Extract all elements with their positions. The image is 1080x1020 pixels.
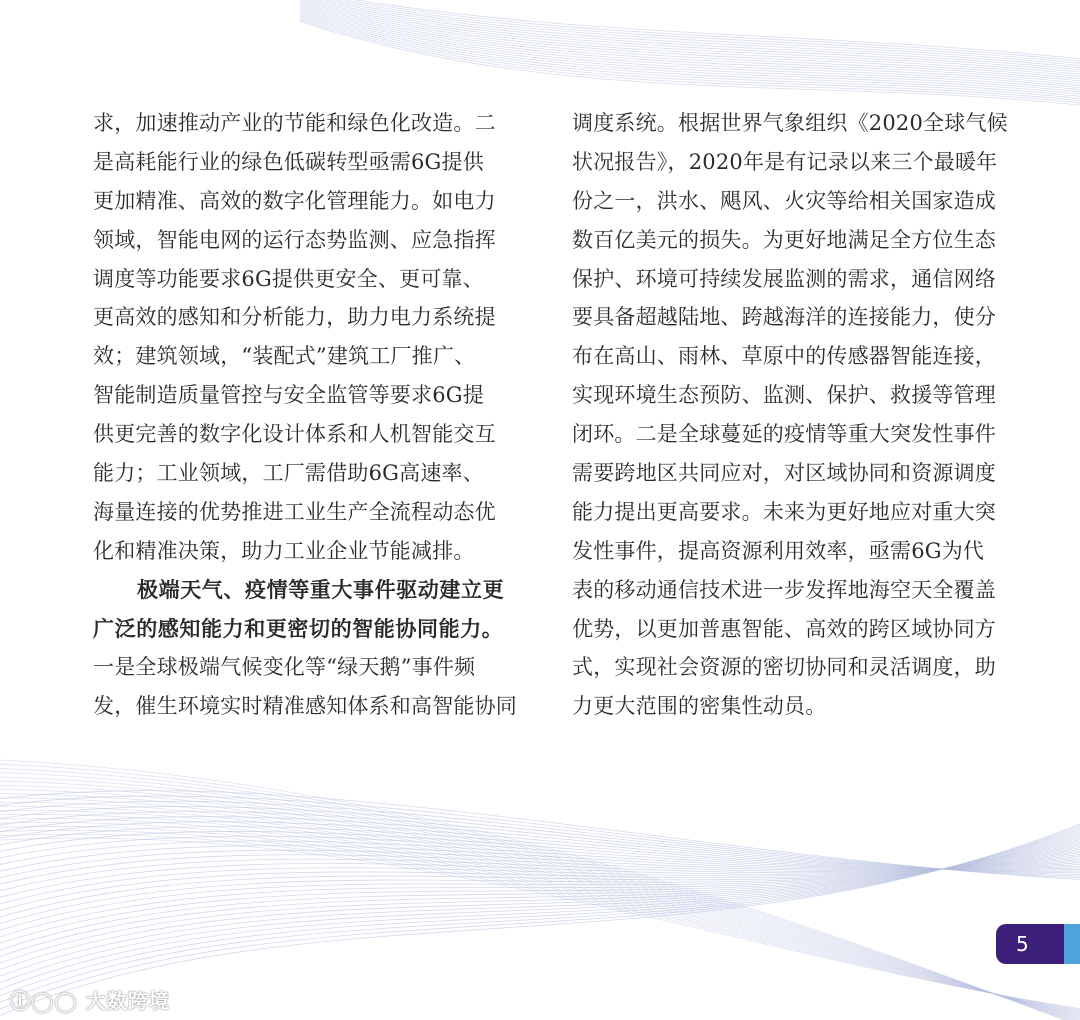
watermark <box>10 985 170 1014</box>
body-line: 调度等功能要求6G提供更安全、更可靠、 <box>93 266 484 291</box>
body-line: 效；建筑领域，“装配式”建筑工厂推广、 <box>93 344 476 369</box>
wave-line <box>0 844 1080 934</box>
body-line: 是高耗能行业的绿色低碳转型亟需6G提供 <box>93 149 484 174</box>
body-line: 智能制造质量管控与安全监管等要求6G提 <box>93 383 484 408</box>
watermark-text: 大数跨境 <box>85 989 170 1013</box>
body-line: 调度系统。根据世界气象组织《2020全球气候 <box>572 111 1008 135</box>
body-line: 布在高山、雨林、草原中的传感器智能连接， <box>572 344 996 369</box>
wave-line <box>0 838 1080 953</box>
wave-line <box>0 777 1080 1020</box>
body-line: 更高效的感知和分析能力，助力电力系统提 <box>93 305 496 330</box>
left-text-column <box>93 104 517 726</box>
body-line: 优势，以更加普惠智能、高效的跨区域协同方 <box>572 616 996 641</box>
wave-line <box>0 847 1080 920</box>
body-line: 一是全球极端气候变化等“绿天鹅”事件频 <box>93 655 476 680</box>
body-line: 实现环境生态预防、监测、保护、救援等管理 <box>572 383 996 408</box>
body-line: 发，催生环境实时精准感知体系和高智能协同 <box>93 694 517 719</box>
right-text-column <box>572 104 1008 726</box>
body-line: 发性事件，提高资源利用效率，亟需6G为代 <box>572 538 985 563</box>
wave-line <box>0 773 1080 1020</box>
body-line: 表的移动通信技术进一步发挥地海空天全覆盖 <box>572 577 996 602</box>
body-line: 求，加速推动产业的节能和绿色化改造。二 <box>93 111 496 135</box>
section-heading-line: 广泛的感知能力和更密切的智能协同能力。 <box>93 616 504 641</box>
section-heading-line: 极端天气、疫情等重大事件驱动建立更 <box>137 577 505 602</box>
wave-line <box>300 5 1080 82</box>
body-line: 闭环。二是全球蔓延的疫情等重大突发性事件 <box>572 422 996 447</box>
body-line: 要具备超越陆地、跨越海洋的连接能力，使分 <box>572 305 996 330</box>
body-line: 力更大范围的密集性动员。 <box>572 694 827 719</box>
body-line: 能力；工业领域，工厂需借助6G高速率、 <box>93 461 484 486</box>
page-number: 5 <box>1016 932 1029 956</box>
wave-line <box>300 0 1080 67</box>
body-line: 数百亿美元的损失。为更好地满足全方位生态 <box>572 227 996 252</box>
body-line: 领域，智能电网的运行态势监测、应急指挥 <box>93 227 496 252</box>
body-line: 状况报告》，2020年是有记录以来三个最暖年 <box>572 149 998 174</box>
wave-line <box>300 0 1080 69</box>
body-line: 份之一，洪水、飓风、火灾等给相关国家造成 <box>572 188 996 213</box>
body-line: 保护、环境可持续发展监测的需求，通信网络 <box>572 266 996 291</box>
body-line: 能力提出更高要求。未来为更好地应对重大突 <box>572 499 996 524</box>
body-line: 需要跨地区共同应对，对区域协同和资源调度 <box>572 461 996 486</box>
body-line: 化和精准决策，助力工业企业节能减排。 <box>93 538 475 563</box>
page-tab-accent <box>1064 924 1080 964</box>
body-line: 式，实现社会资源的密切协同和灵活调度，助 <box>572 655 996 680</box>
wave-line <box>0 831 1080 980</box>
body-line: 海量连接的优势推进工业生产全流程动态优 <box>93 499 496 524</box>
body-line: 更加精准、高效的数字化管理能力。如电力 <box>93 188 496 213</box>
wave-line <box>0 760 1080 1020</box>
wave-line <box>0 836 1080 960</box>
watermark-logo-icon: ⓘ◯◯ <box>10 989 86 1013</box>
wave-line <box>0 764 1080 1020</box>
wave-line <box>0 822 1080 871</box>
body-line: 供更完善的数字化设计体系和人机智能交互 <box>93 422 496 447</box>
